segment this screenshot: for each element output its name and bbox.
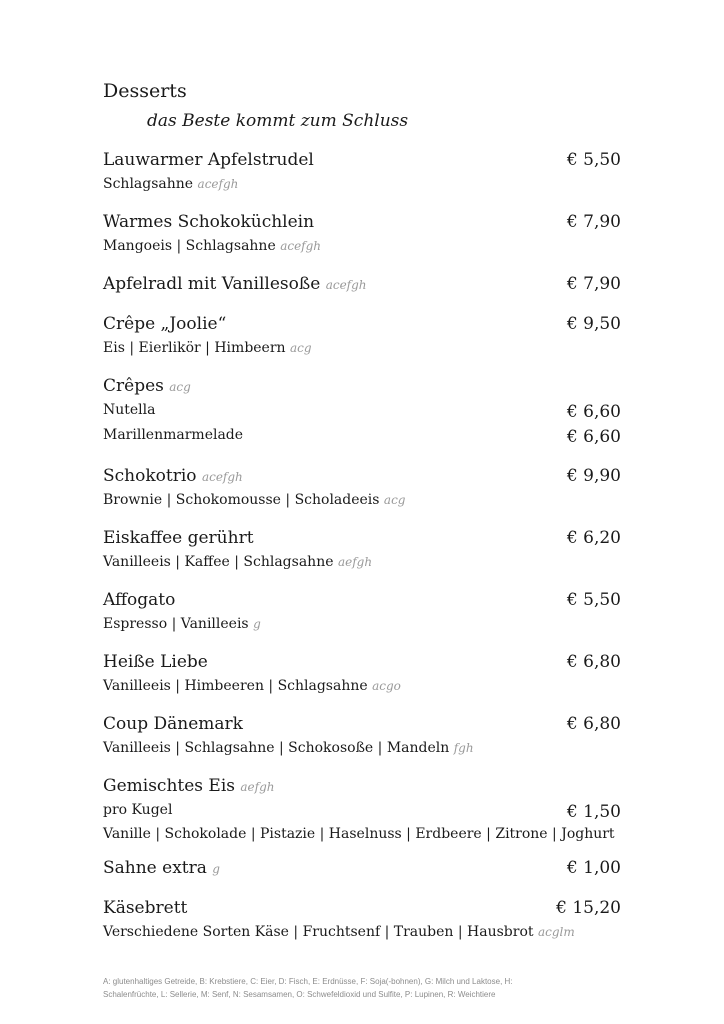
- item-price: € 5,50: [566, 150, 621, 170]
- item-name: Coup Dänemark: [103, 714, 243, 734]
- allergen-codes: acefgh: [325, 278, 367, 292]
- item-description: Schlagsahne acefgh: [103, 176, 239, 192]
- variant-price: € 1,50: [566, 802, 621, 822]
- variant-label: Nutella: [103, 402, 156, 418]
- allergen-codes: g: [253, 617, 261, 631]
- menu-item-row: [103, 776, 621, 800]
- item-description: Verschiedene Sorten Käse | Fruchtsenf | Trauben | Hausbrot acglm: [103, 924, 575, 940]
- item-description: Brownie | Schokomousse | Scholadeeis acg: [103, 492, 406, 508]
- allergen-codes: acefgh: [201, 470, 243, 484]
- allergen-codes: aefgh: [240, 780, 275, 794]
- item-description-row: [103, 678, 621, 702]
- menu-item-row: [103, 314, 621, 338]
- menu-item-row: [103, 376, 621, 400]
- allergen-codes: fgh: [453, 741, 474, 755]
- allergen-legend: [103, 975, 603, 1001]
- item-description-row: [103, 740, 621, 764]
- item-price: € 15,20: [556, 898, 621, 918]
- menu-item-row: [103, 466, 621, 490]
- variant-label: pro Kugel: [103, 802, 173, 818]
- variant-price: € 6,60: [566, 427, 621, 447]
- item-name: Eiskaffee gerührt: [103, 528, 254, 548]
- item-description: Eis | Eierlikör | Himbeern acg: [103, 340, 312, 356]
- allergen-legend-line: A: glutenhaltiges Getreide, B: Krebstiere, C: Eier, D: Fisch, E: Erdnüsse, F: Soja(-bohnen), G: Milch und Laktose, H:: [103, 977, 513, 986]
- item-name: Lauwarmer Apfelstrudel: [103, 150, 314, 170]
- menu-item-row: [103, 528, 621, 552]
- item-price: € 9,50: [566, 314, 621, 334]
- item-description-row: [103, 826, 621, 850]
- item-description: Vanilleeis | Kaffee | Schlagsahne aefgh: [103, 554, 373, 570]
- page-title: Desserts: [103, 80, 187, 102]
- item-name: Crêpes acg: [103, 376, 191, 396]
- item-name: Sahne extra g: [103, 858, 220, 878]
- page-subtitle: das Beste kommt zum Schluss: [147, 111, 409, 131]
- allergen-codes: aefgh: [337, 555, 373, 569]
- item-description-row: [103, 616, 621, 640]
- item-price: € 6,80: [566, 652, 621, 672]
- item-price: € 6,20: [566, 528, 621, 548]
- menu-item-row: [103, 150, 621, 174]
- item-price: € 9,90: [566, 466, 621, 486]
- allergen-codes: g: [212, 862, 220, 876]
- allergen-codes: acg: [290, 341, 312, 355]
- item-variant-row: [103, 427, 621, 451]
- menu-item-row: [103, 212, 621, 236]
- item-description: Vanilleeis | Himbeeren | Schlagsahne acgo: [103, 678, 401, 694]
- allergen-codes: acglm: [537, 925, 575, 939]
- item-name: Crêpe „Joolie“: [103, 314, 227, 334]
- item-name: Affogato: [103, 590, 176, 610]
- variant-price: € 6,60: [566, 402, 621, 422]
- item-name: Heiße Liebe: [103, 652, 208, 672]
- item-price: € 1,00: [566, 858, 621, 878]
- variant-label: Marillenmarmelade: [103, 427, 244, 443]
- allergen-codes: acefgh: [280, 239, 322, 253]
- item-name: Käsebrett: [103, 898, 188, 918]
- item-description: Vanille | Schokolade | Pistazie | Haselnuss | Erdbeere | Zitrone | Joghurt: [103, 826, 615, 842]
- item-name: Warmes Schokoküchlein: [103, 212, 315, 232]
- item-description-row: [103, 492, 621, 516]
- menu-item-row: [103, 714, 621, 738]
- menu-item-row: [103, 652, 621, 676]
- item-variant-row: [103, 402, 621, 426]
- menu-item-row: [103, 590, 621, 614]
- item-name: Apfelradl mit Vanillesoße acefgh: [103, 274, 367, 294]
- allergen-codes: acg: [169, 380, 191, 394]
- item-variant-row: [103, 802, 621, 826]
- item-price: € 7,90: [566, 274, 621, 294]
- item-description-row: [103, 176, 621, 200]
- item-description-row: [103, 554, 621, 578]
- item-description: Vanilleeis | Schlagsahne | Schokosoße | Mandeln fgh: [103, 740, 474, 756]
- allergen-codes: acgo: [372, 679, 401, 693]
- item-name: Gemischtes Eis aefgh: [103, 776, 275, 796]
- allergen-legend-line: Schalenfrüchte, L: Sellerie, M: Senf, N: Sesamsamen, O: Schwefeldioxid und Sulfite, P: Lupinen, R: Weichtiere: [103, 990, 496, 999]
- menu-item-row: [103, 898, 621, 922]
- item-description: Mangoeis | Schlagsahne acefgh: [103, 238, 322, 254]
- allergen-codes: acefgh: [197, 177, 239, 191]
- item-description-row: [103, 924, 621, 948]
- item-description-row: [103, 238, 621, 262]
- item-description: Espresso | Vanilleeis g: [103, 616, 261, 632]
- menu-item-row: [103, 274, 621, 298]
- allergen-codes: acg: [383, 493, 406, 507]
- item-description-row: [103, 340, 621, 364]
- item-price: € 5,50: [566, 590, 621, 610]
- menu-item-row: [103, 858, 621, 882]
- item-price: € 6,80: [566, 714, 621, 734]
- item-name: Schokotrio acefgh: [103, 466, 243, 486]
- item-price: € 7,90: [566, 212, 621, 232]
